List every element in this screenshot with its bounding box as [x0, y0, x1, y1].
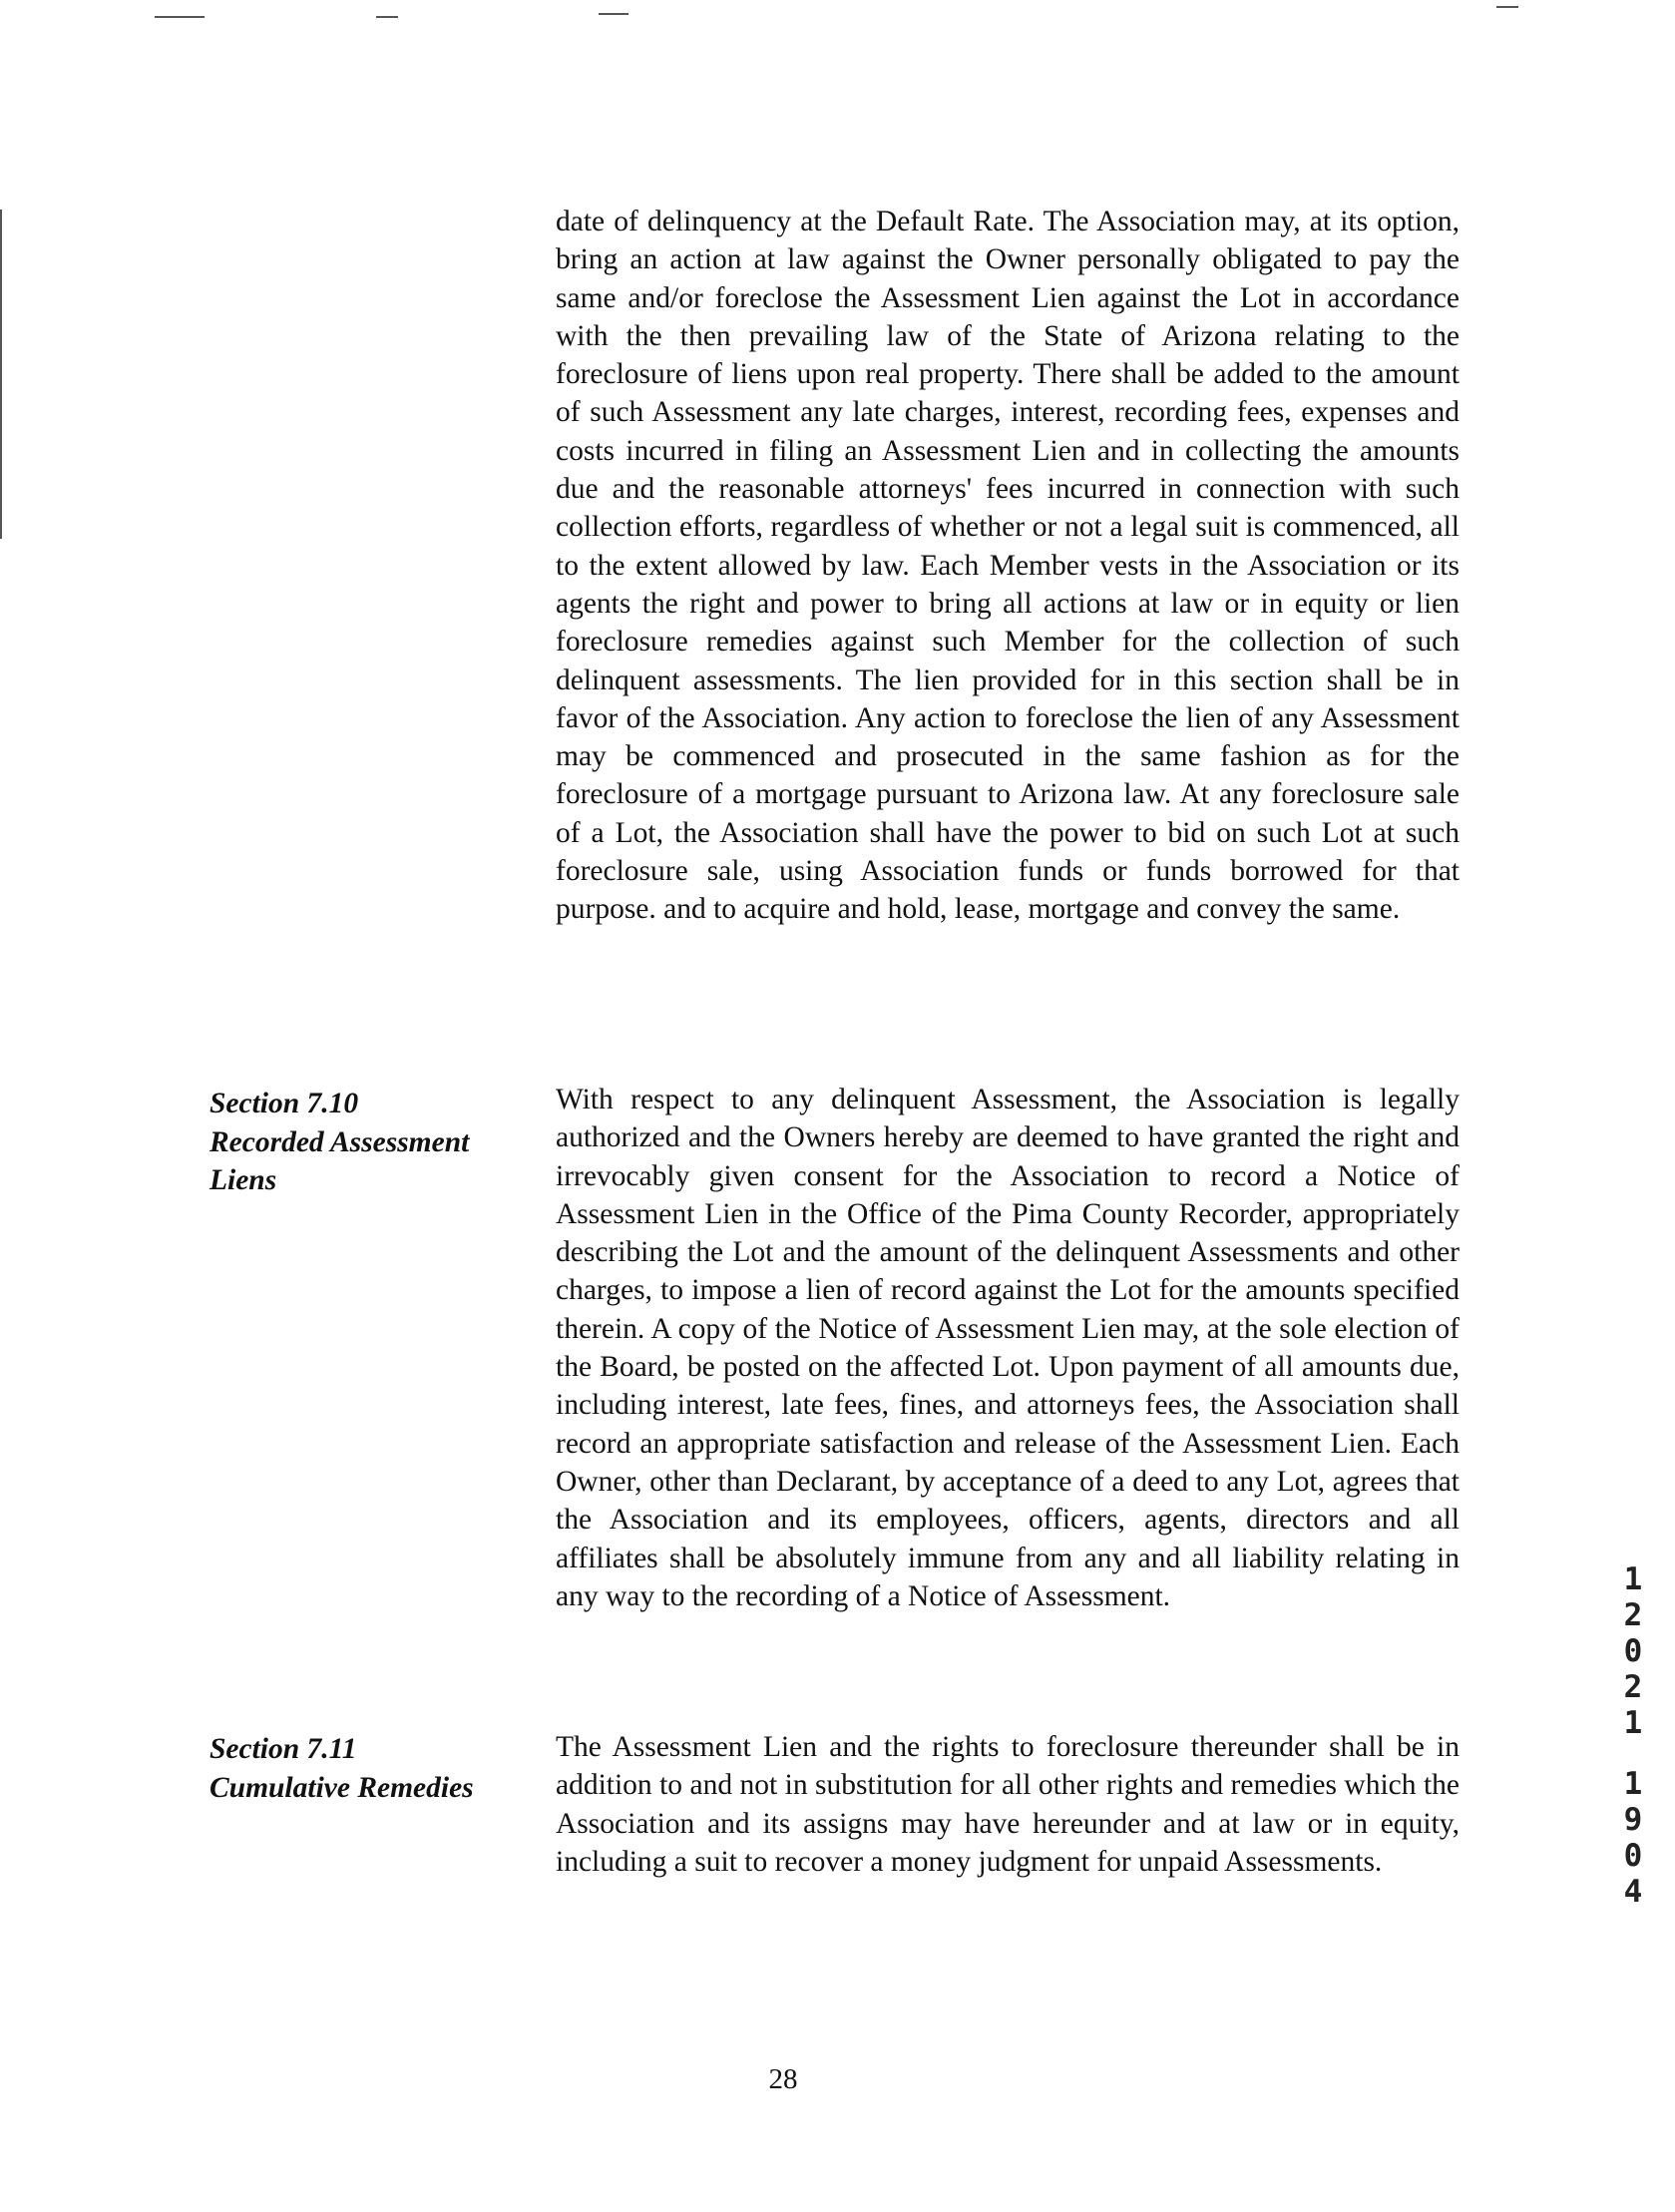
- page-number: 28: [768, 2063, 798, 2095]
- scan-artifact-top-2: [376, 16, 398, 18]
- stamp-digit: 4: [1623, 1874, 1643, 1910]
- scan-artifact-top-4: [1496, 6, 1518, 8]
- scan-artifact-left-edge: [0, 210, 2, 539]
- section-7-10-body: With respect to any delinquent Assessment, the Association is legally authorized and the Owners hereby are deemed to have granted the right and irrevocably given consent for the Association to record a Notice of Assessment Lien in the Office of the Pima County Recorder, appropriately describing the Lot and the amount of the delinquent Assessments and other charges, to impose a lien of record against the Lot for the amounts specified therein. A copy of the Notice of Assessment Lien may, at the sole election of the Board, be posted on the affected Lot. Upon payment of all amounts due, including interest, late fees, fines, and attorneys fees, the Association shall record an appropriate satisfaction and release of the Assessment Lien. Each Owner, other than Declarant, by acceptance of a deed to any Lot, agrees that the Association and its employees, officers, agents, directors and all affiliates shall be absolutely immune from any and all liability relating in any way to the recording of a Notice of Assessment.: [556, 1084, 1460, 1612]
- section-7-10-title-line2: Liens: [209, 1164, 277, 1196]
- stamp-digit: 1: [1623, 1766, 1643, 1802]
- stamp-digit: 0: [1623, 1838, 1643, 1874]
- stamp-digit: 2: [1623, 1669, 1643, 1705]
- continuation-paragraph: date of delinquency at the Default Rate. The Association may, at its option, bring an action at law against the Owner personally obligated to pay the same and/or foreclose the Assessment Lien against the Lot in accordance with the then prevailing law of the State of Arizona relating to the foreclosure of liens upon real property. There shall be added to the amount of such Assessment any late charges, interest, recording fees, expenses and costs incurred in filing an Assessment Lien and in collecting the amounts due and the reasonable attorneys' fees incurred in connection with such collection efforts, regardless of whether or not a legal suit is commenced, all to the extent allowed by law. Each Member vests in the Association or its agents the right and power to bring all actions at law or in equity or lien foreclosure remedies against such Member for the collection of such delinquent assessments. The lien provided for in this section shall be in favor of the Association. Any action to foreclose the lien of any Assessment may be commenced and prosecuted in the same fashion as for the foreclosure of a mortgage pursuant to Arizona law. At any foreclosure sale of a Lot, the Association shall have the power to bid on such Lot at such foreclosure sale, using Association funds or funds borrowed for that purpose. and to acquire and hold, lease, mortgage and convey the same.: [556, 206, 1460, 926]
- section-7-11-body: The Assessment Lien and the rights to foreclosure thereunder shall be in addition to and not in substitution for all other rights and remedies which the Association and its assigns may have hereunder and at law or in equity, including a suit to recover a money judgment for unpaid Assessments.: [556, 1731, 1460, 1878]
- recording-stamp-docket: [1616, 1561, 1650, 1741]
- section-7-11-heading: [209, 1730, 529, 1807]
- section-7-11-number: Section 7.11: [209, 1733, 357, 1765]
- section-7-11-title-line1: Cumulative Remedies: [209, 1771, 474, 1804]
- scan-artifact-top-3: [599, 13, 628, 15]
- stamp-digit: 9: [1623, 1802, 1643, 1838]
- section-7-10-number: Section 7.10: [209, 1088, 359, 1119]
- section-7-10-title-line1: Recorded Assessment: [209, 1125, 470, 1158]
- scan-artifact-top-1: [155, 16, 205, 18]
- stamp-digit: 1: [1623, 1561, 1643, 1597]
- stamp-digit: 1: [1623, 1705, 1643, 1741]
- recording-stamp-page: [1616, 1766, 1650, 1910]
- stamp-digit: 0: [1623, 1633, 1643, 1669]
- stamp-digit: 2: [1623, 1597, 1643, 1633]
- section-7-10-heading: [209, 1085, 529, 1200]
